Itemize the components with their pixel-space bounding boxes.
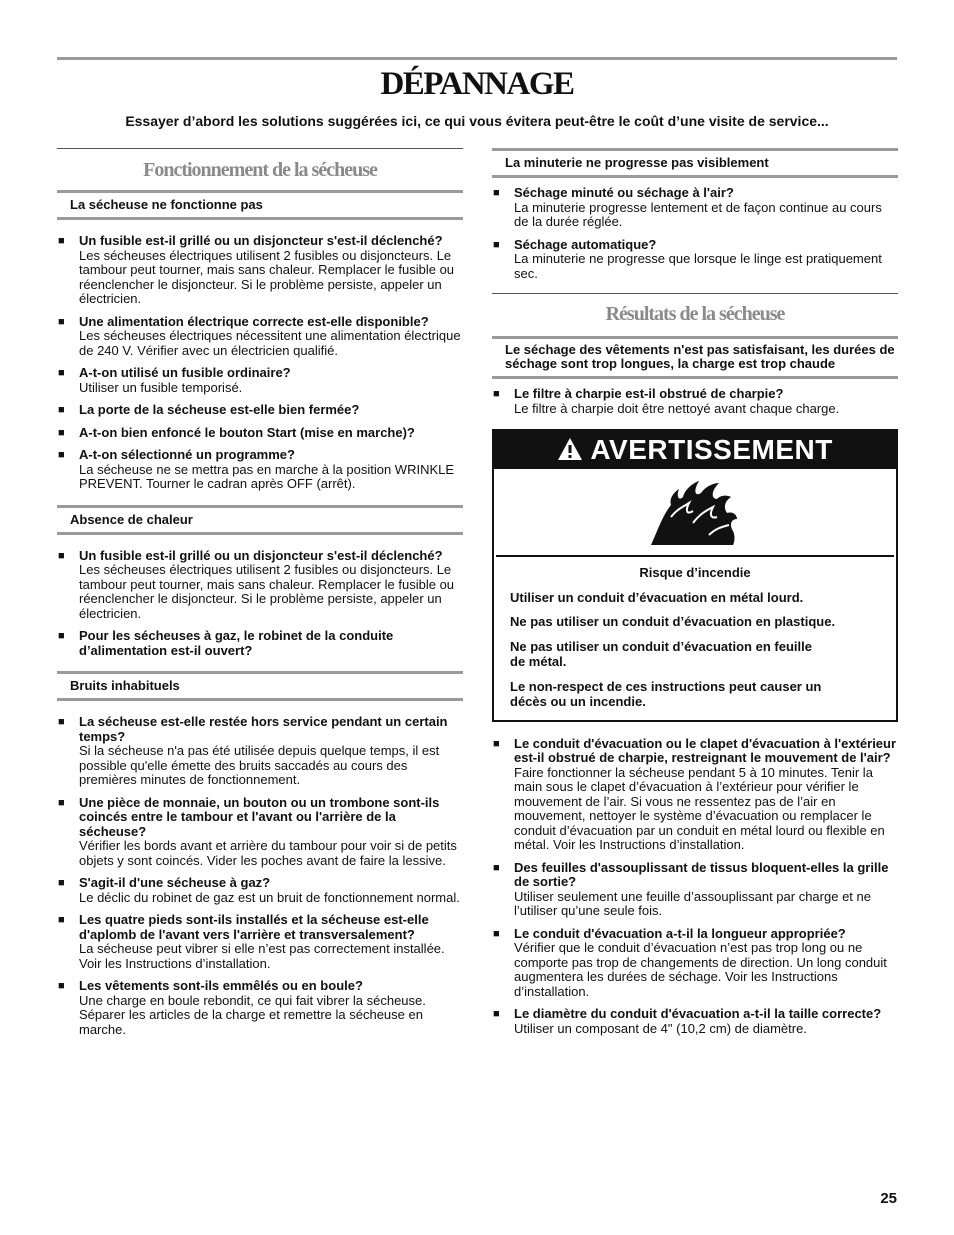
bullet-icon: ■	[58, 315, 65, 328]
group-header: Absence de chaleur	[57, 505, 463, 535]
warning-header	[494, 431, 896, 469]
left-column	[57, 148, 463, 1037]
bullet-icon: ■	[58, 877, 65, 889]
section-title-fonctionnement: Fonctionnement de la sécheuse	[143, 159, 377, 181]
right-column	[492, 148, 898, 1036]
list-item: ■ Une pièce de monnaie, un bouton ou un trombone sont-ils coincés entre le tambour et l'avant ou l'arrière de la sécheuse? Vérifier les bords avant et arrière du tambour pour voir si de petits objets y sont coincés. Vider les poches avant de faire la lessive.	[58, 794, 457, 868]
fire-icon	[649, 477, 741, 547]
group-list	[492, 387, 898, 416]
bullet-icon: ■	[58, 630, 65, 642]
warning-icon-area	[496, 469, 894, 557]
list-item: ■ Le conduit d'évacuation ou le clapet d'évacuation à l'extérieur est-il obstrué de charpie, restreignant le mouvement de l'air? Faire fonctionner la sécheuse pendant 5 à 10 minutes. Tenir la main sous le clapet d’évacuation à l’extérieur pour vérifier le mouvement de l’air. Si vous ne ressentez pas de l’air en mouvement, nettoyer le système d’évacuation ou remplacer le conduit d’évacuation par un conduit en métal lourd ou flexible en métal. Voir les Instructions d’installation.	[493, 735, 897, 852]
bullet-icon: ■	[58, 404, 65, 416]
list-item: ■ Pour les sécheuses à gaz, le robinet de la conduite d’alimentation est-il ouvert?	[58, 628, 394, 658]
list-item: ■ Une alimentation électrique correcte est-elle disponible? Les sécheuses électriques nécessitent une alimentation électrique de 240 V. Vérifier avec un électricien qualifié.	[58, 313, 461, 358]
list-item: ■ Séchage automatique? La minuterie ne progresse que lorsque le linge est pratiquement sec.	[493, 236, 882, 281]
list-item: ■ Un fusible est-il grillé ou un disjoncteur s'est-il déclenché? Les sécheuses électriques utilisent 2 fusibles ou disjoncteurs. Le tambour peut tourner, mais sans chaleur. Remplacer le fusible ou réenclencher le disjoncteur. Si le problème persiste, appeler un électricien.	[58, 547, 455, 621]
bullet-icon: ■	[58, 980, 65, 992]
group-header: La sécheuse ne fonctionne pas	[57, 190, 463, 220]
bullet-icon: ■	[493, 1008, 500, 1020]
warning-line: Utiliser un conduit d’évacuation en métal lourd.	[510, 589, 804, 605]
warning-risk: Risque d’incendie	[639, 565, 751, 580]
bullet-icon: ■	[493, 187, 500, 199]
list-item: ■ Les vêtements sont-ils emmêlés ou en boule? Une charge en boule rebondit, ce qui fait vibrer la sécheuse. Séparer les articles de la charge et remettre la sécheuse en marche.	[58, 978, 426, 1037]
list-item: ■ Le conduit d'évacuation a-t-il la longueur appropriée? Vérifier que le conduit d’évacuation n’est pas trop long ou ne comporte pas trop de changements de direction. Un long conduit augmentera les durées de séchage. Voir les Instructions d’installation.	[493, 925, 887, 999]
group-header: Le séchage des vêtements n'est pas satisfaisant, les durées de séchage sont trop longues, la charge est trop chaude	[492, 336, 898, 379]
warning-title: AVERTISSEMENT	[590, 434, 833, 465]
intro-text: Essayer d’abord les solutions suggérées ici, ce qui vous évitera peut-être le coût d’une visite de service...	[125, 113, 829, 129]
warning-line: Le non-respect de ces instructions peut causer un décès ou un incendie.	[510, 678, 822, 709]
list-item: ■ A-t-on bien enfoncé le bouton Start (mise en marche)?	[58, 424, 415, 440]
bullet-icon: ■	[58, 796, 65, 809]
group-list	[57, 234, 463, 492]
bullet-icon: ■	[493, 927, 500, 940]
list-item: ■ S'agit-il d'une sécheuse à gaz? Le déclic du robinet de gaz est un bruit de fonctionnement normal.	[58, 875, 460, 905]
list-item: ■ Le filtre à charpie est-il obstrué de charpie? Le filtre à charpie doit être nettoyé avant chaque charge.	[493, 386, 840, 416]
bullet-icon: ■	[58, 235, 65, 247]
list-item: ■ Un fusible est-il grillé ou un disjoncteur s'est-il déclenché? Les sécheuses électriques utilisent 2 fusibles ou disjoncteurs. Le tambour peut tourner, mais sans chaleur. Remplacer le fusible ou réenclencher le disjoncteur. Si le problème persiste, appeler un électricien.	[58, 233, 455, 306]
bullet-icon: ■	[493, 737, 500, 750]
warning-triangle-icon	[557, 437, 583, 461]
list-item: ■ La sécheuse est-elle restée hors service pendant un certain temps? Si la sécheuse n'a pas été utilisée depuis quelque temps, il est possible qu'elle émette des bruits saccadés au cours des premières minutes de fonctionnement.	[58, 714, 448, 787]
warning-line: Ne pas utiliser un conduit d’évacuation en feuille de métal.	[510, 638, 812, 669]
group-list	[57, 715, 463, 1037]
bullet-icon: ■	[58, 549, 65, 562]
warning-box	[492, 429, 898, 722]
page-title: DÉPANNAGE	[380, 66, 574, 102]
bullet-icon: ■	[58, 426, 65, 439]
list-item: ■ A-t-on sélectionné un programme? La sécheuse ne se mettra pas en marche à la position WRINKLE PREVENT. Tourner le cadran après OFF (arrêt).	[58, 447, 455, 491]
group-list	[492, 737, 898, 1037]
top-rule	[57, 57, 897, 60]
page-number: 25	[880, 1190, 897, 1207]
list-item: ■ Le diamètre du conduit d'évacuation a-t-il la taille correcte? Utiliser un composant de 4" (10,2 cm) de diamètre.	[493, 1006, 882, 1036]
group-header: Bruits inhabituels	[57, 671, 463, 701]
bullet-icon: ■	[493, 238, 500, 251]
bullet-icon: ■	[493, 861, 500, 874]
group-list	[57, 549, 463, 659]
warning-line: Ne pas utiliser un conduit d’évacuation en plastique.	[510, 614, 836, 629]
bullet-icon: ■	[493, 388, 500, 400]
bullet-icon: ■	[58, 716, 65, 728]
section-title-resultats: Résultats de la sécheuse	[605, 303, 785, 325]
list-item: ■ Des feuilles d'assouplissant de tissus bloquent-elles la grille de sortie? Utiliser seulement une feuille d’assouplissant par charge et ne l’utiliser qu’une seule fois.	[493, 859, 889, 918]
bullet-icon: ■	[58, 914, 65, 926]
bullet-icon: ■	[58, 367, 65, 379]
warning-body	[494, 557, 896, 720]
list-item: ■ La porte de la sécheuse est-elle bien fermée?	[58, 402, 360, 417]
group-list	[492, 186, 898, 281]
group-header: La minuterie ne progresse pas visiblement	[492, 148, 898, 178]
list-item: ■ Les quatre pieds sont-ils installés et la sécheuse est-elle d'aplomb de l'avant vers l'arrière et transversalement? La sécheuse peut vibrer si elle n’est pas correctement installée. Voir les Instructions d’installation.	[58, 912, 445, 971]
list-item: ■ Séchage minuté ou séchage à l'air? La minuterie progresse lentement et de façon continue au cours de la durée réglée.	[493, 185, 882, 229]
list-item: ■ A-t-on utilisé un fusible ordinaire? Utiliser un fusible temporisé.	[58, 365, 291, 395]
bullet-icon: ■	[58, 449, 65, 461]
